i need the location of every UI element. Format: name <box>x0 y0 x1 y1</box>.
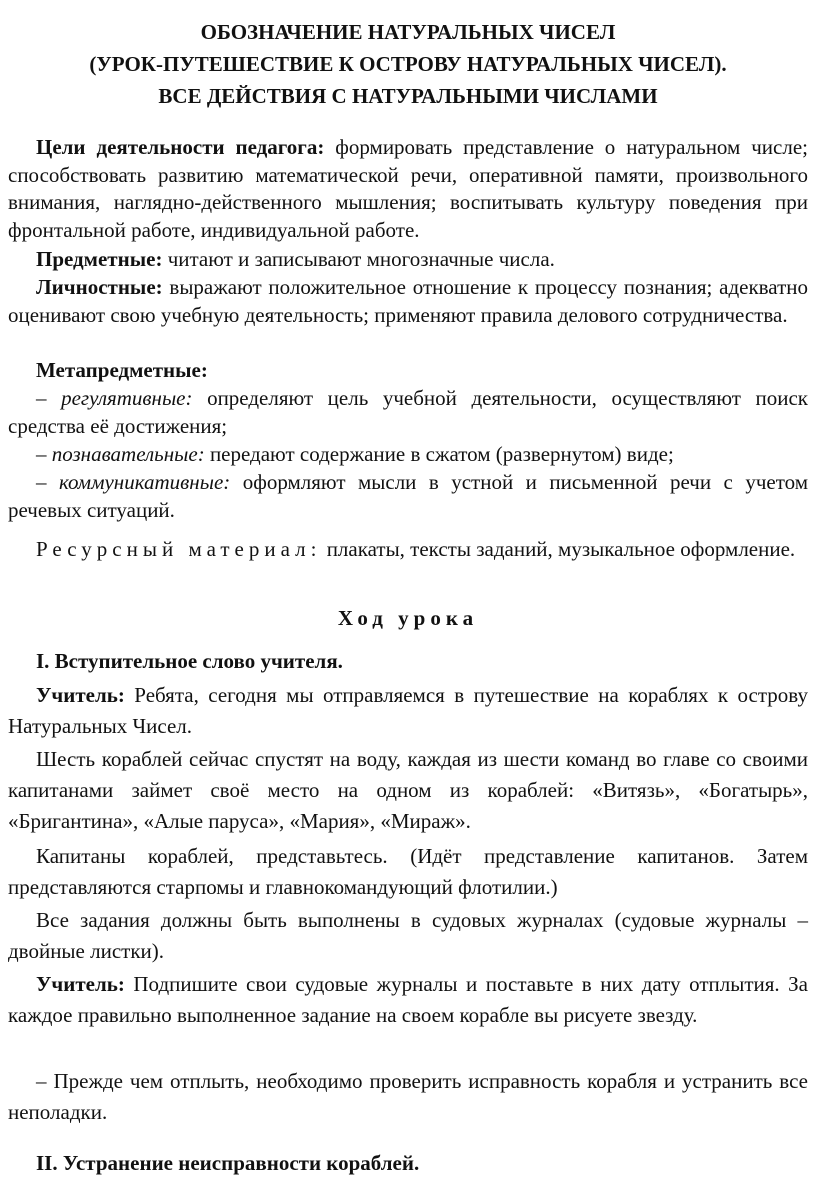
resources-label: Ресурсный материал: <box>36 537 322 561</box>
meta-label: Метапредметные: <box>36 358 208 382</box>
subject-label: Предметные: <box>36 247 163 271</box>
regulatory-text: определяют цель учебной деятельности, осуществляют поиск средства её достижения; <box>8 386 808 438</box>
section-1-heading: I. Вступительное слово учителя. <box>36 649 343 673</box>
communicative-text: оформляют мысли в устной и письменной речи с учетом речевых ситуаций. <box>8 470 808 522</box>
subject-text: читают и записывают многозначные числа. <box>162 247 555 271</box>
section-2-heading: II. Устранение неисправности кораблей. <box>36 1151 420 1175</box>
regulatory-label: – регулятивные: <box>36 386 193 410</box>
subject-paragraph <box>8 246 808 274</box>
section-1-paragraph-5-text: Подпишите свои судовые журналы и поставьте в них дату отплытия. За каждое правильно выполненное задание на своем корабле вы рисуете звезду. <box>8 972 808 1027</box>
personal-label: Личностные: <box>36 275 163 299</box>
meta-regulatory <box>8 385 808 440</box>
title-line-1: ОБОЗНАЧЕНИЕ НАТУРАЛЬНЫХ ЧИСЕЛ <box>200 20 616 44</box>
personal-paragraph <box>8 274 808 329</box>
resources-paragraph <box>8 533 808 566</box>
goals-paragraph <box>8 134 808 245</box>
section-1-paragraph-4: Все задания должны быть выполнены в судовых журналах (судовые журналы – двойные листки). <box>8 908 808 963</box>
cognitive-label: – познавательные: <box>36 442 205 466</box>
teacher-label-2: Учитель: <box>36 972 125 996</box>
cognitive-text: передают содержание в сжатом (развернутом) виде; <box>204 442 674 466</box>
goals-text: формировать представление о натуральном числе; способствовать развитию математической речи, оперативной памяти, произвольного внимания, наглядно-действенного мышления; воспитывать культуру поведения при фронтальной работе, индивидуальной работе. <box>8 135 808 243</box>
personal-text: выражают положительное отношение к процессу познания; адекватно оценивают свою учебную деятельность; применяют правила делового сотрудничества. <box>8 275 808 327</box>
section-1-paragraph-1 <box>8 680 808 742</box>
section-1-paragraph-3: Капитаны кораблей, представьтесь. (Идёт представление капитанов. Затем представляются старпомы и главнокомандующий флотилии.) <box>8 844 808 899</box>
course-heading: Ход урока <box>337 606 479 630</box>
section-1-paragraph-2: Шесть кораблей сейчас спустят на воду, каждая из шести команд во главе со своими капитанами займет своё место на одном из кораблей: «Витязь», «Богатырь», «Бригантина», «Алые паруса», «Мария», «Мираж». <box>8 747 808 833</box>
section-1-paragraph-1-text: Ребята, сегодня мы отправляемся в путешествие на кораблях к острову Натуральных Чисел. <box>8 683 808 738</box>
title-line-3: ВСЕ ДЕЙСТВИЯ С НАТУРАЛЬНЫМИ ЧИСЛАМИ <box>158 84 658 108</box>
teacher-label-1: Учитель: <box>36 683 125 707</box>
meta-heading <box>8 357 808 385</box>
communicative-label: – коммуникативные: <box>36 470 231 494</box>
section-1-paragraph-6: – Прежде чем отплыть, необходимо проверить исправность корабля и устранить все неполадки. <box>8 1069 808 1124</box>
section-1-paragraph-5 <box>8 969 808 1031</box>
resources-text: плакаты, тексты заданий, музыкальное оформление. <box>321 537 796 561</box>
meta-communicative <box>8 469 808 524</box>
title-line-2: (УРОК-ПУТЕШЕСТВИЕ К ОСТРОВУ НАТУРАЛЬНЫХ ЧИСЕЛ). <box>89 52 727 76</box>
meta-cognitive <box>8 441 808 469</box>
goals-label: Цели деятельности педагога: <box>36 135 325 159</box>
